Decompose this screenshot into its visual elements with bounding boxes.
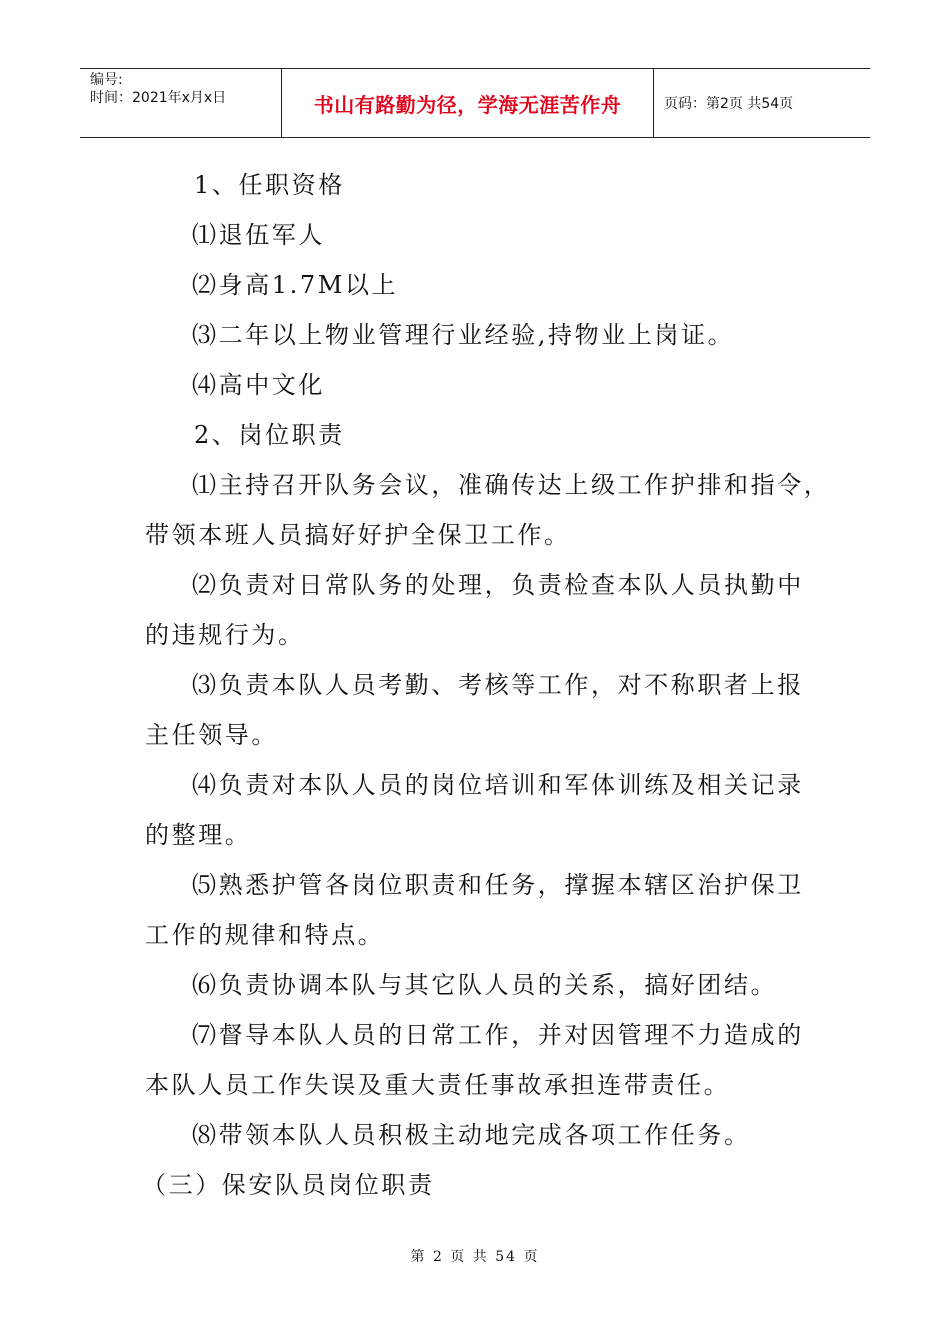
- list-item-continuation: 工作的规律和特点。: [145, 921, 385, 949]
- section-heading: 2、岗位职责: [194, 421, 345, 449]
- list-item-continuation: 本队人员工作失误及重大责任事故承担连带责任。: [145, 1071, 731, 1099]
- time-label: 时间：2021年x月x日: [90, 90, 227, 106]
- list-item-continuation: 的整理。: [145, 821, 252, 849]
- header-page-info-cell: [654, 69, 870, 137]
- list-item: ⑴主持召开队务会议，准确传达上级工作护排和指令，: [192, 471, 831, 499]
- section-heading: （三）保安队员岗位职责: [142, 1171, 435, 1199]
- list-item: ⑹负责协调本队与其它队人员的关系，搞好团结。: [192, 971, 778, 999]
- list-item: ⑵身高1.7M以上: [192, 271, 399, 299]
- page-footer: 第 2 页 共 54 页: [410, 1249, 540, 1265]
- list-item-continuation: 主任领导。: [145, 721, 278, 749]
- section-heading: 1、任职资格: [194, 171, 345, 199]
- list-item: ⑸熟悉护管各岗位职责和任务，撑握本辖区治护保卫: [192, 871, 804, 899]
- list-item: ⑶二年以上物业管理行业经验,持物业上岗证。: [192, 321, 735, 349]
- header-slogan: 书山有路勤为径，学海无涯苦作舟: [313, 92, 622, 117]
- list-item: ⑷负责对本队人员的岗位培训和军体训练及相关记录: [192, 771, 804, 799]
- document-body: [142, 160, 831, 1210]
- list-item: ⑴退伍军人: [192, 221, 325, 249]
- list-item: ⑷高中文化: [192, 371, 325, 399]
- list-item: ⑺督导本队人员的日常工作，并对因管理不力造成的: [192, 1021, 804, 1049]
- code-label: 编号:: [90, 72, 123, 88]
- page-header: [80, 68, 870, 138]
- header-meta: [80, 69, 282, 137]
- list-item-continuation: 的违规行为。: [145, 621, 305, 649]
- list-item-continuation: 带领本班人员搞好好护全保卫工作。: [145, 521, 571, 549]
- header-slogan-cell: [282, 69, 654, 137]
- list-item: ⑵负责对日常队务的处理，负责检查本队人员执勤中: [192, 571, 804, 599]
- list-item: ⑶负责本队人员考勤、考核等工作，对不称职者上报: [192, 671, 804, 699]
- list-item: ⑻带领本队人员积极主动地完成各项工作任务。: [192, 1121, 751, 1149]
- header-page-info: 页码：第2页 共54页: [664, 96, 794, 112]
